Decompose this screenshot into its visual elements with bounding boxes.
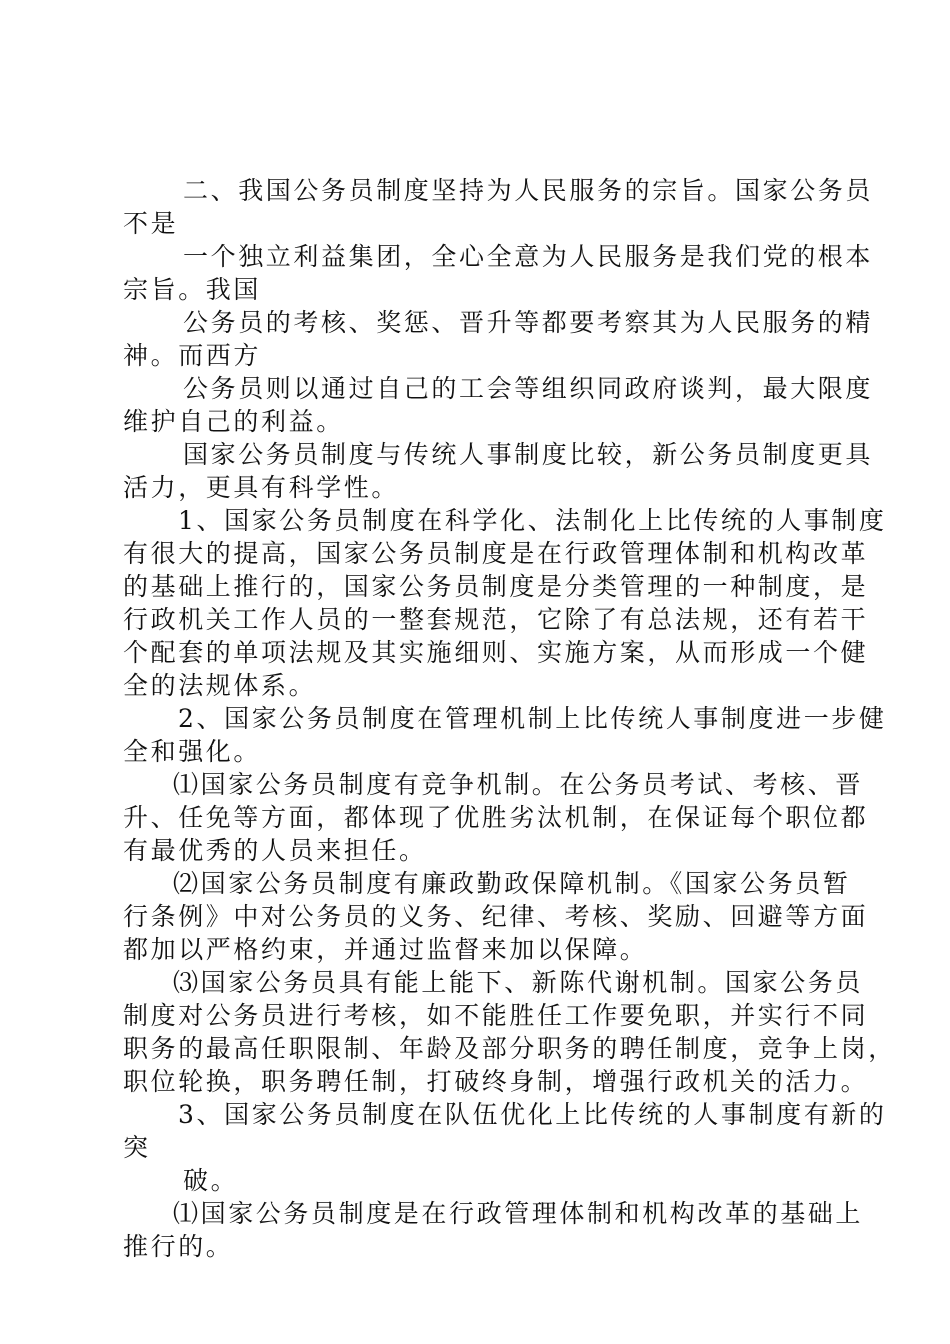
paragraph-line: 二、我国公务员制度坚持为人民服务的宗旨。国家公务员 — [183, 176, 874, 205]
paragraph-line: 神。而西方 — [123, 341, 262, 370]
paragraph-line: 维护自己的利益。 — [123, 407, 344, 436]
paragraph-line: 职务的最高任职限制、年龄及部分职务的聘任制度，竞争上岗， — [123, 1034, 896, 1063]
paragraph-line: 活力，更具有科学性。 — [123, 473, 400, 502]
paragraph-line: ⑶国家公务员具有能上能下、新陈代谢机制。国家公务员 — [173, 968, 864, 997]
paragraph-line: ⑴国家公务员制度有竞争机制。在公务员考试、考核、晋 — [173, 770, 864, 799]
paragraph-line: 都加以严格约束，并通过监督来加以保障。 — [123, 935, 648, 964]
paragraph-line: 个配套的单项法规及其实施细则、实施方案，从而形成一个健 — [123, 638, 869, 667]
paragraph-line: 制度对公务员进行考核，如不能胜任工作要免职，并实行不同 — [123, 1001, 869, 1030]
paragraph-line: 公务员的考核、奖惩、晋升等都要考察其为人民服务的精 — [183, 308, 874, 337]
paragraph-line: 有最优秀的人员来担任。 — [123, 836, 427, 865]
paragraph-line: 2、国家公务员制度在管理机制上比传统人事制度进一步健 — [178, 704, 887, 733]
paragraph-line: 全和强化。 — [123, 737, 262, 766]
paragraph-line: 不是 — [123, 209, 179, 238]
paragraph-line: 突 — [123, 1133, 151, 1162]
paragraph-line: 行政机关工作人员的一整套规范，它除了有总法规，还有若干 — [123, 605, 869, 634]
paragraph-line: 的基础上推行的，国家公务员制度是分类管理的一种制度，是 — [123, 572, 869, 601]
paragraph-line: 一个独立利益集团，全心全意为人民服务是我们党的根本 — [183, 242, 874, 271]
paragraph-line: 行条例》中对公务员的义务、纪律、考核、奖励、回避等方面 — [123, 902, 869, 931]
paragraph-line: 国家公务员制度与传统人事制度比较，新公务员制度更具 — [183, 440, 874, 469]
paragraph-line: 全的法规体系。 — [123, 671, 317, 700]
document-body — [123, 174, 896, 1263]
paragraph-line: 1、国家公务员制度在科学化、法制化上比传统的人事制度 — [178, 506, 887, 535]
paragraph-line: 3、国家公务员制度在队伍优化上比传统的人事制度有新的 — [178, 1100, 887, 1129]
paragraph-line: 有很大的提高，国家公务员制度是在行政管理体制和机构改革 — [123, 539, 869, 568]
paragraph-line: ⑵国家公务员制度有廉政勤政保障机制。《国家公务员暂 — [173, 869, 851, 898]
paragraph-line: ⑴国家公务员制度是在行政管理体制和机构改革的基础上 — [173, 1199, 864, 1228]
paragraph-line: 推行的。 — [123, 1232, 234, 1261]
paragraph-line: 升、任免等方面，都体现了优胜劣汰机制，在保证每个职位都 — [123, 803, 869, 832]
paragraph-line: 宗旨。我国 — [123, 275, 262, 304]
paragraph-line: 公务员则以通过自己的工会等组织同政府谈判，最大限度 — [183, 374, 874, 403]
paragraph-line: 职位轮换，职务聘任制，打破终身制，增强行政机关的活力。 — [123, 1067, 869, 1096]
paragraph-line: 破。 — [183, 1166, 239, 1195]
